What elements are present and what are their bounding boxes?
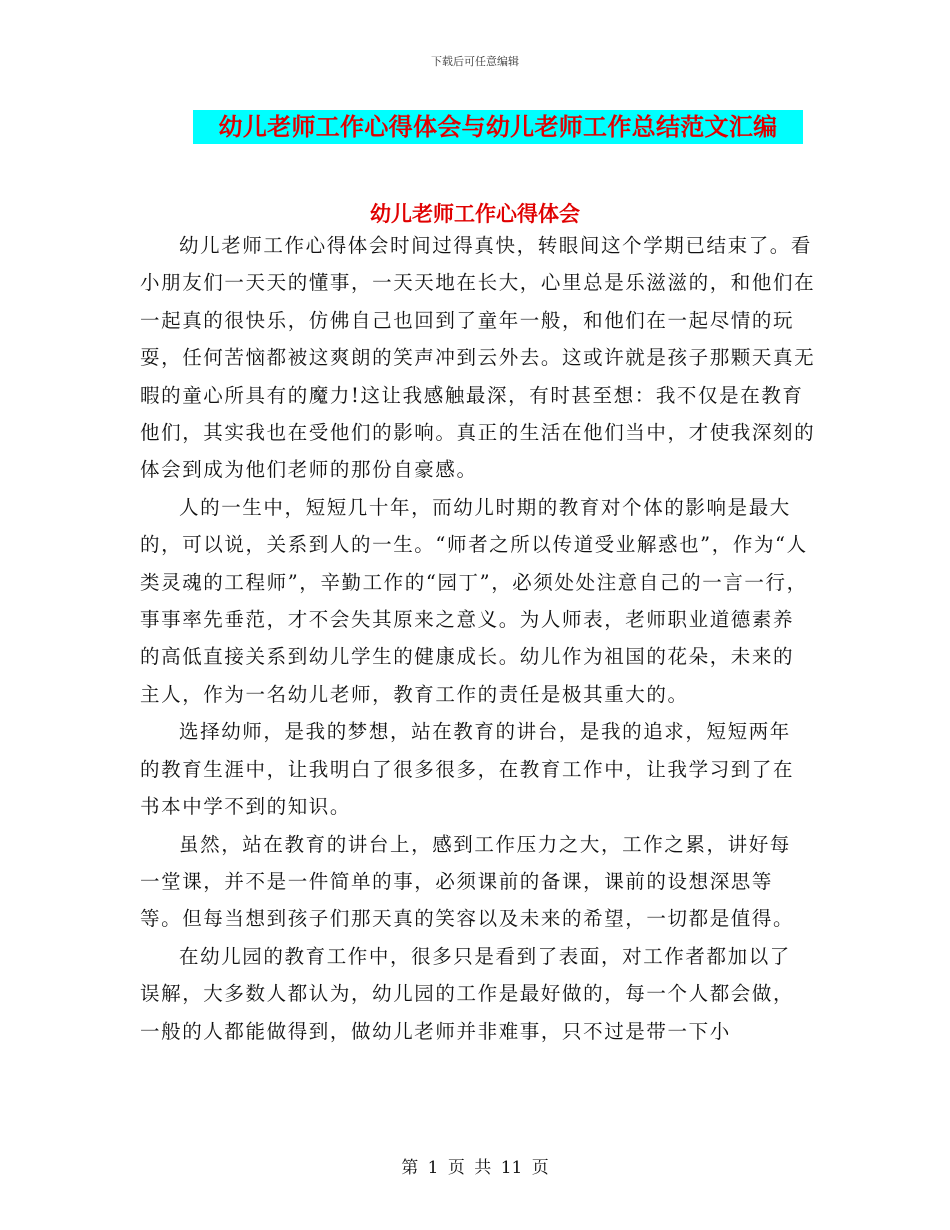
header-note: 下载后可任意编辑 bbox=[431, 55, 519, 68]
paragraph: 人的一生中，短短几十年，而幼儿时期的教育对个体的影响是最大的，可以说，关系到人的一生。“师者之所以传道受业解惑也”，作为“人类灵魂的工程师”，辛勤工作的“园丁”，必须处处注意自己的一言一行，事事率先垂范，才不会失其原来之意义。为人师表，老师职业道德素养的高低直接关系到幼儿学生的健康成长。幼儿作为祖国的花朵，未来的主人，作为一名幼儿老师，教育工作的责任是极其重大的。 bbox=[140, 495, 808, 706]
body-text bbox=[140, 227, 816, 1050]
document-title: 幼儿老师工作心得体会与幼儿老师工作总结范文汇编 bbox=[193, 110, 803, 144]
paragraph: 虽然，站在教育的讲台上，感到工作压力之大，工作之累，讲好每一堂课，并不是一件简单的事，必须课前的备课，课前的设想深思等等。但每当想到孩子们那天真的笑容以及未来的希望，一切都是值得。 bbox=[140, 832, 795, 931]
paragraph: 幼儿老师工作心得体会时间过得真快，转眼间这个学期已结束了。看小朋友们一天天的懂事，一天天地在长大，心里总是乐滋滋的，和他们在一起真的很快乐，仿佛自己也回到了童年一般，和他们在一起尽情的玩耍，任何苦恼都被这爽朗的笑声冲到云外去。这或许就是孩子那颗天真无暇的童心所具有的魔力!这让我感触最深，有时甚至想：我不仅是在教育他们，其实我也在受他们的影响。真正的生活在他们当中，才使我深刻的体会到成为他们老师的那份自豪感。 bbox=[140, 234, 816, 482]
paragraph: 在幼儿园的教育工作中，很多只是看到了表面，对工作者都加以了误解，大多数人都认为，幼儿园的工作是最好做的，每一个人都会做，一般的人都能做得到，做幼儿老师并非难事，只不过是带一下小 bbox=[140, 944, 795, 1043]
section-title: 幼儿老师工作心得体会 bbox=[370, 201, 580, 226]
document-title-highlight bbox=[193, 110, 803, 144]
page-number-footer: 第 1 页 共 11 页 bbox=[401, 1158, 549, 1178]
paragraph: 选择幼师，是我的梦想，站在教育的讲台，是我的追求，短短两年的教育生涯中，让我明白了很多很多，在教育工作中，让我学习到了在书本中学不到的知识。 bbox=[140, 720, 795, 819]
